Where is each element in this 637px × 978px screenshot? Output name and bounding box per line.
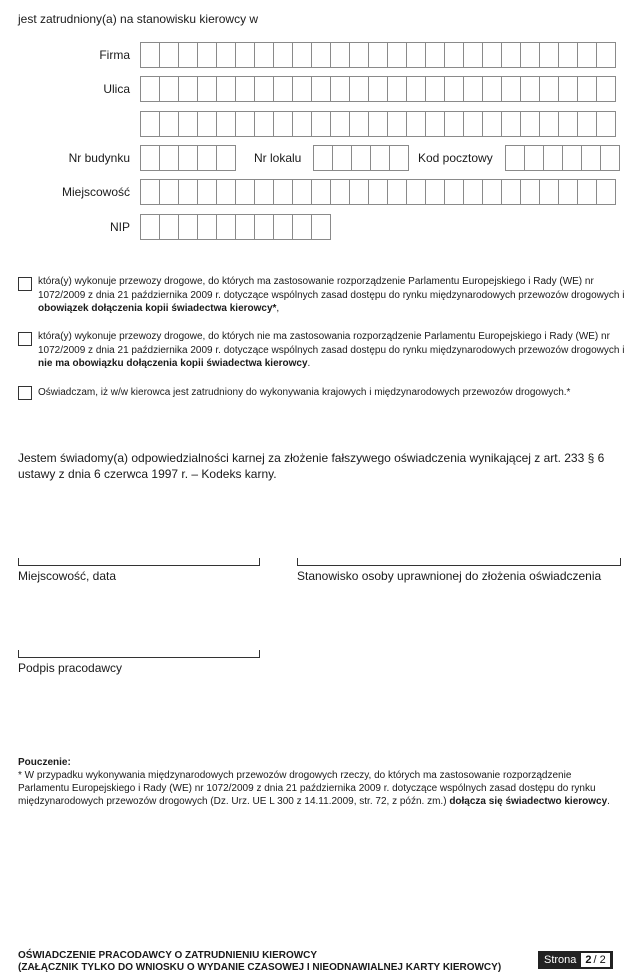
page-indicator — [538, 951, 613, 969]
char-box[interactable] — [559, 76, 578, 102]
char-box[interactable] — [274, 42, 293, 68]
char-box[interactable] — [540, 179, 559, 205]
char-box[interactable] — [521, 111, 540, 137]
char-box[interactable] — [255, 179, 274, 205]
char-box[interactable] — [236, 214, 255, 240]
place-date-label: Miejscowość, data — [18, 569, 117, 583]
char-box[interactable] — [445, 42, 464, 68]
employer-signature-line[interactable] — [18, 650, 260, 658]
char-box[interactable] — [160, 111, 179, 137]
ulica-input-line2[interactable] — [140, 111, 616, 137]
char-box[interactable] — [217, 42, 236, 68]
employer-signature-label: Podpis pracodawcy — [18, 661, 123, 675]
char-box[interactable] — [331, 42, 350, 68]
char-box[interactable] — [255, 42, 274, 68]
char-box[interactable] — [502, 42, 521, 68]
char-box[interactable] — [388, 76, 407, 102]
char-box[interactable] — [140, 214, 160, 240]
char-box[interactable] — [160, 145, 179, 171]
char-box[interactable] — [464, 76, 483, 102]
char-box[interactable] — [236, 111, 255, 137]
nr-budynku-label: Nr budynku — [68, 151, 130, 165]
char-box[interactable] — [179, 145, 198, 171]
char-box[interactable] — [293, 76, 312, 102]
place-date-line[interactable] — [18, 558, 260, 566]
char-box[interactable] — [559, 111, 578, 137]
char-box[interactable] — [198, 214, 217, 240]
char-box[interactable] — [217, 214, 236, 240]
char-box[interactable] — [597, 76, 616, 102]
char-box[interactable] — [407, 179, 426, 205]
char-box[interactable] — [578, 76, 597, 102]
char-box[interactable] — [426, 76, 445, 102]
char-box[interactable] — [140, 145, 160, 171]
char-box[interactable] — [521, 42, 540, 68]
char-box[interactable] — [274, 111, 293, 137]
char-box[interactable] — [597, 179, 616, 205]
char-box[interactable] — [236, 42, 255, 68]
char-box[interactable] — [369, 179, 388, 205]
char-box[interactable] — [293, 111, 312, 137]
kod-pocztowy-input[interactable] — [505, 145, 620, 171]
char-box[interactable] — [350, 76, 369, 102]
char-box[interactable] — [445, 179, 464, 205]
note-block — [18, 756, 618, 808]
char-box[interactable] — [312, 111, 331, 137]
char-box[interactable] — [388, 111, 407, 137]
char-box[interactable] — [255, 111, 274, 137]
char-box[interactable] — [350, 111, 369, 137]
char-box[interactable] — [521, 179, 540, 205]
char-box[interactable] — [160, 214, 179, 240]
option-1-text: która(y) wykonuje przewozy drogowe, do których ma zastosowanie rozporządzenie Parlamentu Europejskiego i Rady (WE) nr 1072/2009 z dnia 21 października 2009 r. dotyczące wspólnych zasad dostępu do rynku międzynarodowych przewozów drogowych i obowiązek dołączenia kopii świadectwa kierowcy*, — [38, 276, 625, 314]
intro-text: jest zatrudniony(a) na stanowisku kierowcy w — [18, 12, 259, 26]
char-box[interactable] — [198, 179, 217, 205]
char-box[interactable] — [198, 145, 217, 171]
char-box[interactable] — [217, 179, 236, 205]
char-box[interactable] — [179, 179, 198, 205]
char-box[interactable] — [274, 214, 293, 240]
char-box[interactable] — [160, 76, 179, 102]
char-box[interactable] — [544, 145, 563, 171]
char-box[interactable] — [578, 111, 597, 137]
char-box[interactable] — [483, 179, 502, 205]
char-box[interactable] — [198, 76, 217, 102]
char-box[interactable] — [160, 42, 179, 68]
char-box[interactable] — [464, 111, 483, 137]
char-box[interactable] — [350, 42, 369, 68]
miejscowosc-label: Miejscowość — [61, 185, 130, 199]
char-box[interactable] — [236, 179, 255, 205]
char-box[interactable] — [578, 42, 597, 68]
ulica-label: Ulica — [103, 82, 130, 96]
option-3-checkbox[interactable] — [18, 386, 32, 400]
char-box[interactable] — [445, 76, 464, 102]
char-box[interactable] — [525, 145, 544, 171]
char-box[interactable] — [274, 76, 293, 102]
char-box[interactable] — [597, 111, 616, 137]
char-box[interactable] — [179, 76, 198, 102]
char-box[interactable] — [407, 42, 426, 68]
char-box[interactable] — [521, 76, 540, 102]
kod-pocztowy-label: Kod pocztowy — [418, 151, 493, 165]
char-box[interactable] — [312, 76, 331, 102]
char-box[interactable] — [582, 145, 601, 171]
char-box[interactable] — [140, 111, 160, 137]
nr-budynku-input[interactable] — [140, 145, 236, 171]
char-box[interactable] — [293, 214, 312, 240]
char-box[interactable] — [601, 145, 620, 171]
char-box[interactable] — [407, 111, 426, 137]
footer-title-line1: OŚWIADCZENIE PRACODAWCY O ZATRUDNIENIU KIEROWCY — [18, 950, 318, 961]
char-box[interactable] — [559, 42, 578, 68]
char-box[interactable] — [198, 42, 217, 68]
position-line[interactable] — [297, 558, 621, 566]
miejscowosc-input[interactable] — [140, 179, 616, 205]
char-box[interactable] — [369, 42, 388, 68]
char-box[interactable] — [388, 42, 407, 68]
char-box[interactable] — [540, 76, 559, 102]
nr-lokalu-input[interactable] — [313, 145, 409, 171]
page-number: 2 / 2 — [581, 953, 609, 967]
char-box[interactable] — [333, 145, 352, 171]
char-box[interactable] — [312, 42, 331, 68]
char-box[interactable] — [578, 179, 597, 205]
char-box[interactable] — [352, 145, 371, 171]
nip-label: NIP — [109, 220, 130, 234]
char-box[interactable] — [331, 76, 350, 102]
char-box[interactable] — [140, 42, 160, 68]
declaration-text: Jestem świadomy(a) odpowiedzialności karnej za złożenie fałszywego oświadczenia wynikającej z art. 233 § 6 ustawy z dnia 6 czerwca 1997 r. – Kodeks karny. — [18, 451, 605, 481]
char-box[interactable] — [274, 179, 293, 205]
footer-title-line2: (ZAŁĄCZNIK TYLKO DO WNIOSKU O WYDANIE CZASOWEJ I NIEODNAWIALNEJ KARTY KIEROWCY) — [18, 962, 502, 973]
note-text: * W przypadku wykonywania międzynarodowych przewozów drogowych rzeczy, do których ma zastosowanie rozporządzenie Parlamentu Europejskiego i Rady (WE) nr 1072/2009 z dnia 21 października 2009 r. dotyczące wspólnych zasad dostępu do rynku międzynarodowych przewozów drogowych (Dz. Urz. UE L 300 z 14.11.2009, str. 72, z późn. zm.) dołącza się świadectwo kierowcy. — [18, 770, 610, 807]
char-box[interactable] — [502, 76, 521, 102]
char-box[interactable] — [426, 42, 445, 68]
char-box[interactable] — [445, 111, 464, 137]
char-box[interactable] — [371, 145, 390, 171]
char-box[interactable] — [236, 76, 255, 102]
char-box[interactable] — [350, 179, 369, 205]
char-box[interactable] — [312, 214, 331, 240]
nr-lokalu-label: Nr lokalu — [254, 151, 302, 165]
option-2-checkbox[interactable] — [18, 332, 32, 346]
char-box[interactable] — [217, 76, 236, 102]
char-box[interactable] — [293, 179, 312, 205]
char-box[interactable] — [483, 111, 502, 137]
char-box[interactable] — [140, 76, 160, 102]
char-box[interactable] — [426, 179, 445, 205]
char-box[interactable] — [255, 214, 274, 240]
char-box[interactable] — [540, 42, 559, 68]
footer-title — [18, 950, 501, 974]
char-box[interactable] — [331, 111, 350, 137]
position-label: Stanowisko osoby uprawnionej do złożenia oświadczenia — [297, 569, 602, 583]
char-box[interactable] — [464, 42, 483, 68]
char-box[interactable] — [293, 42, 312, 68]
char-box[interactable] — [464, 179, 483, 205]
char-box[interactable] — [179, 111, 198, 137]
char-box[interactable] — [597, 42, 616, 68]
char-box[interactable] — [426, 111, 445, 137]
char-box[interactable] — [390, 145, 409, 171]
char-box[interactable] — [369, 111, 388, 137]
firma-label: Firma — [99, 48, 130, 62]
firma-input[interactable] — [140, 42, 616, 68]
char-box[interactable] — [179, 214, 198, 240]
char-box[interactable] — [217, 145, 236, 171]
char-box[interactable] — [331, 179, 350, 205]
char-box[interactable] — [160, 179, 179, 205]
char-box[interactable] — [198, 111, 217, 137]
char-box[interactable] — [483, 76, 502, 102]
char-box[interactable] — [407, 76, 426, 102]
char-box[interactable] — [255, 76, 274, 102]
char-box[interactable] — [388, 179, 407, 205]
option-1-checkbox[interactable] — [18, 277, 32, 291]
ulica-input[interactable] — [140, 76, 616, 102]
char-box[interactable] — [179, 42, 198, 68]
page-label: Strona — [544, 954, 577, 966]
char-box[interactable] — [312, 179, 331, 205]
option-2-text: która(y) wykonuje przewozy drogowe, do których nie ma zastosowania rozporządzenie Parlamentu Europejskiego i Rady (WE) nr 1072/2009 z dnia 21 października 2009 r. dotyczące wspólnych zasad dostępu do rynku międzynarodowych przewozów drogowych i nie ma obowiązku dołączenia kopii świadectwa kierowcy. — [38, 331, 625, 369]
char-box[interactable] — [559, 179, 578, 205]
option-3-text: Oświadczam, iż w/w kierowca jest zatrudniony do wykonywania krajowych i międzynarodowych przewozów drogowych.* — [38, 387, 571, 398]
char-box[interactable] — [563, 145, 582, 171]
char-box[interactable] — [217, 111, 236, 137]
char-box[interactable] — [502, 179, 521, 205]
note-title: Pouczenie: — [18, 757, 71, 768]
char-box[interactable] — [313, 145, 333, 171]
char-box[interactable] — [140, 179, 160, 205]
char-box[interactable] — [502, 111, 521, 137]
char-box[interactable] — [369, 76, 388, 102]
char-box[interactable] — [540, 111, 559, 137]
nip-input[interactable] — [140, 214, 331, 240]
char-box[interactable] — [505, 145, 525, 171]
char-box[interactable] — [483, 42, 502, 68]
